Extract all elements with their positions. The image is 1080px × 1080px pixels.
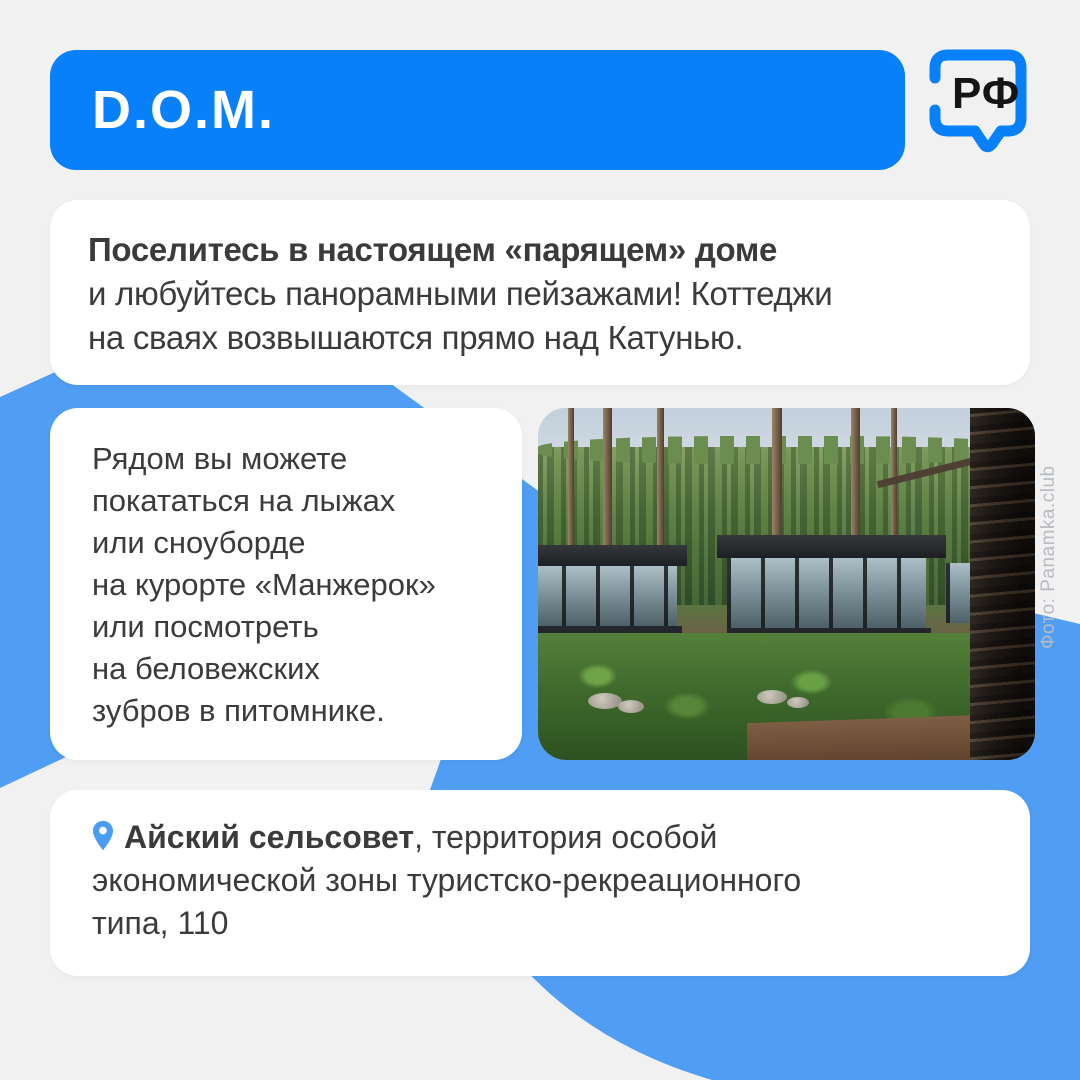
cabin-roof: [538, 545, 687, 566]
address-name: Айский сельсовет: [124, 819, 415, 855]
activity-line: на курорте «Манжерок»: [92, 567, 436, 602]
rf-logo: [922, 44, 1034, 162]
cottages-photo: [538, 408, 1035, 760]
intro-card: [50, 200, 1030, 385]
activity-line: или сноуборде: [92, 525, 306, 560]
activity-line: или посмотреть: [92, 609, 319, 644]
address-rest: , территория особой: [414, 819, 718, 855]
intro-headline: Поселитесь в настоящем «парящем» доме: [88, 231, 778, 268]
rock: [757, 690, 787, 704]
intro-line-2: и любуйтесь панорамными пейзажами! Коттеджи: [88, 275, 833, 312]
rf-logo-text: РФ: [952, 69, 1021, 118]
activity-card: [50, 408, 522, 760]
cabin-roof: [717, 535, 946, 558]
rock: [588, 693, 622, 709]
activity-line: на беловежских: [92, 651, 320, 686]
address-line-3: типа, 110: [92, 905, 229, 941]
page-title: D.O.M.: [92, 80, 275, 140]
header-banner: [50, 50, 905, 170]
activity-line: Рядом вы можете: [92, 441, 348, 476]
rock: [787, 697, 809, 708]
photo-credit: Фото: Panamka.club: [1038, 465, 1059, 650]
address-line-2: экономической зоны туристско-рекреационного: [92, 862, 802, 898]
rock: [618, 700, 644, 713]
location-pin-icon: [92, 820, 114, 851]
address-line-1: [92, 816, 1000, 859]
activity-line: покататься на лыжах: [92, 483, 396, 518]
activity-line: зубров в питомнике.: [92, 693, 385, 728]
intro-line-3: на сваях возвышаются прямо над Катунью.: [88, 319, 744, 356]
address-card: [50, 790, 1030, 976]
